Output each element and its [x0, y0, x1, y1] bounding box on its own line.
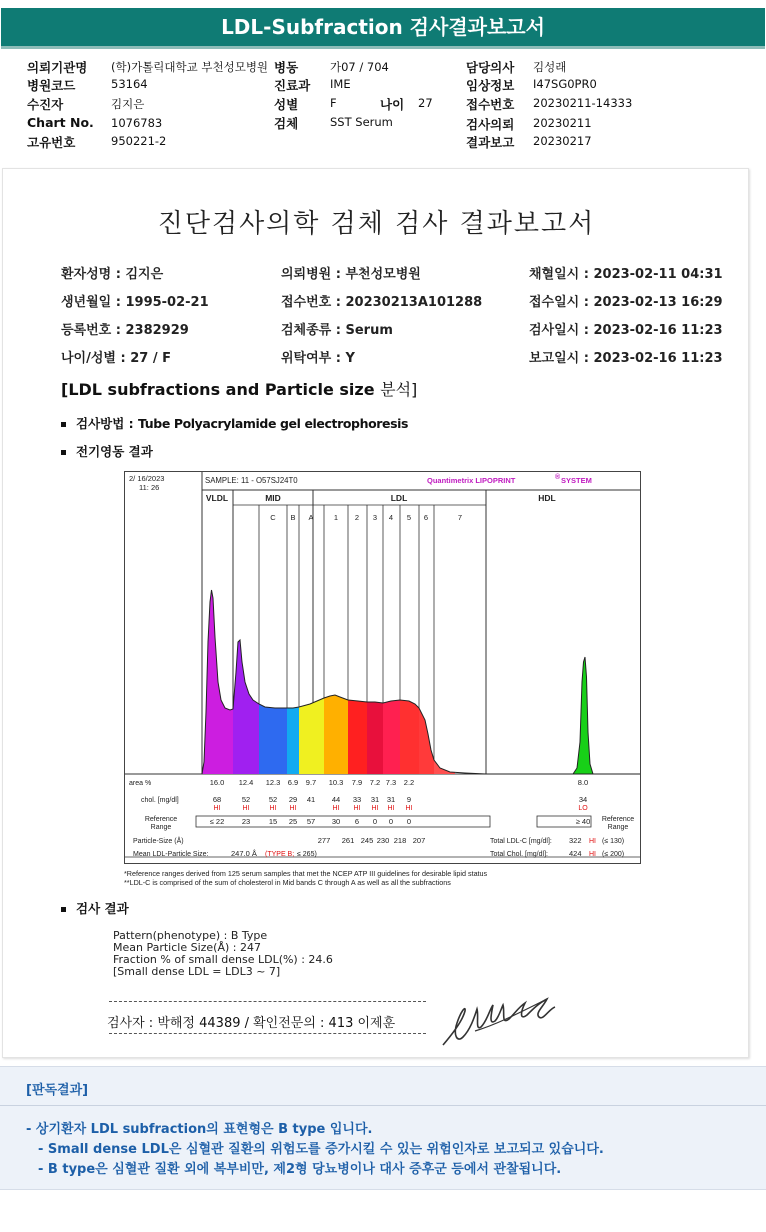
flag-value-3: HI	[289, 805, 297, 812]
mean-type-range: ≤ 265)	[297, 851, 317, 858]
group-label-mid: MID	[265, 493, 281, 503]
ward-value: 가07 / 704	[330, 60, 389, 74]
band-label-3: 3	[372, 513, 378, 522]
request-info	[0, 56, 766, 152]
chol-value-9: 9	[406, 795, 412, 804]
particle-value-0: 277	[317, 836, 331, 845]
area-row-label: area %	[129, 780, 152, 787]
flag-value-11: LO	[578, 805, 588, 812]
ref-box-left	[196, 816, 490, 827]
fraction-area-1	[299, 698, 324, 774]
conclusion-line-1: - 상기환자 LDL subfraction의 표현형은 B type 입니다.	[26, 1122, 373, 1137]
ref-value-11: ≥ 40	[575, 817, 591, 826]
physician-label: 담당의사	[466, 60, 515, 75]
ward-label: 병동	[274, 60, 299, 75]
lab-report	[2, 168, 749, 1058]
particle-label: Particle-Size (Å)	[133, 838, 184, 845]
ref-value-5: 30	[331, 817, 341, 826]
flag-value-2: HI	[269, 805, 277, 812]
chart-time: 11: 26	[139, 483, 160, 492]
requesting-hospital: 의뢰병원 : 부천성모병원	[281, 267, 421, 282]
total-chol-flag: HI	[589, 851, 596, 858]
method-label: 검사방법 :	[76, 416, 139, 431]
area-value-9: 2.2	[403, 778, 415, 787]
ref-value-2: 15	[268, 817, 278, 826]
total-chol-label: Total Chol. [mg/dl]:	[490, 851, 548, 858]
conclusion-title: [판독결과]	[26, 1083, 89, 1098]
method-value: Tube Polyacrylamide gel electrophoresis	[138, 416, 409, 431]
chol-value-8: 31	[386, 795, 396, 804]
result-heading	[61, 899, 129, 917]
consignment: 위탁여부 : Y	[281, 351, 355, 366]
chol-value-11: 34	[578, 795, 588, 804]
ref-value-3: 25	[288, 817, 298, 826]
chart-no-value: 1076783	[111, 116, 163, 130]
patient-name: 환자성명 : 김지은	[61, 267, 164, 282]
header-underline	[1, 46, 765, 49]
chol-row-label: chol. [mg/dl]	[141, 797, 179, 804]
institution-label: 의뢰기관명	[27, 60, 88, 75]
test-datetime: 검사일시 : 2023-02-16 11:23	[529, 323, 723, 338]
chol-value-7: 31	[370, 795, 380, 804]
area-value-6: 7.9	[351, 778, 363, 787]
fraction-area-7	[419, 708, 434, 774]
total-ldl-label: Total LDL-C [mg/dl]:	[490, 838, 552, 845]
mean-type: (TYPE B;	[265, 851, 295, 858]
chol-value-5: 44	[331, 795, 341, 804]
particle-value-4: 218	[393, 836, 407, 845]
registration-no: 등록번호 : 2382929	[61, 323, 189, 338]
ref-value-9: 0	[406, 817, 412, 826]
band-label-5: 5	[406, 513, 412, 522]
band-label-1: 1	[333, 513, 339, 522]
area-value-5: 10.3	[328, 778, 344, 787]
receipt-datetime: 접수일시 : 2023-02-13 16:29	[529, 295, 723, 310]
signature	[435, 991, 563, 1053]
chart-areas	[202, 590, 640, 774]
unique-no-value: 950221-2	[111, 134, 167, 148]
collection-datetime: 채혈일시 : 2023-02-11 04:31	[529, 267, 723, 282]
group-label-vldl: VLDL	[205, 493, 229, 503]
flag-value-8: HI	[387, 805, 395, 812]
chart-footnote-1: *Reference ranges derived from 125 serum samples that met the NCEP ATP III guidelines for desirable lipid status	[124, 869, 488, 878]
flag-value-1: HI	[242, 805, 250, 812]
ref-value-1: 23	[241, 817, 251, 826]
band-label-7: 7	[457, 513, 463, 522]
conclusion-line-2: - Small dense LDL은 심혈관 질환의 위험도를 증가시킬 수 있는 위험인자로 보고되고 있습니다.	[38, 1142, 604, 1157]
chol-value-3: 29	[288, 795, 298, 804]
band-label-b: B	[290, 513, 296, 522]
ref-value-7: 0	[372, 817, 378, 826]
ref-value-4: 57	[306, 817, 316, 826]
electrophoresis-heading	[61, 442, 153, 460]
ref-row-label-right: Reference	[601, 816, 635, 823]
result-line-3: Fraction % of small dense LDL(%) : 24.6	[113, 953, 333, 966]
chol-value-0: 68	[212, 795, 222, 804]
divider-top	[109, 1001, 426, 1002]
flag-value-9: HI	[405, 805, 413, 812]
institution-value: (학)가톨릭대학교 부천성모병원	[111, 60, 269, 74]
chart-no-label: Chart No.	[27, 115, 94, 130]
band-label-6: 6	[423, 513, 429, 522]
dept-label: 진료과	[274, 78, 311, 93]
divider-bottom	[109, 1033, 426, 1034]
fraction-area-hdl	[573, 657, 593, 774]
chol-value-6: 33	[352, 795, 362, 804]
hospital-code-label: 병원코드	[27, 78, 76, 93]
fraction-area-a	[287, 707, 299, 774]
particle-value-5: 207	[412, 836, 426, 845]
request-date-value: 20230211	[533, 116, 592, 130]
total-chol-ref: (≤ 200)	[602, 851, 625, 858]
report-date-label: 결과보고	[466, 135, 515, 150]
area-value-11: 8.0	[577, 778, 589, 787]
chart-sample-title: SAMPLE: 11 - O57SJ24T0	[205, 476, 298, 485]
result-line-1: Pattern(phenotype) : B Type	[113, 929, 268, 942]
chol-value-2: 52	[268, 795, 278, 804]
total-ldl-flag: HI	[589, 838, 596, 845]
ref-row-label-2: Range	[150, 824, 172, 831]
receipt-no-value: 20230211-14333	[533, 96, 633, 110]
section-title-en: [LDL subfractions and Particle size	[61, 380, 381, 399]
area-value-7: 7.2	[369, 778, 381, 787]
particle-value-1: 261	[341, 836, 355, 845]
age-sex: 나이/성별 : 27 / F	[61, 351, 172, 366]
birth-date: 생년월일 : 1995-02-21	[61, 295, 209, 310]
hospital-code-value: 53164	[111, 77, 148, 91]
fraction-area-b	[259, 704, 287, 774]
flag-value-5: HI	[332, 805, 340, 812]
total-ldl-value: 322	[569, 836, 582, 845]
specimen-type: 검체종류 : Serum	[281, 323, 393, 338]
fraction-area-6	[400, 700, 419, 774]
fraction-area-3	[348, 700, 367, 774]
total-chol-value: 424	[569, 849, 582, 858]
band-label-a: A	[308, 513, 314, 522]
chart-date: 2/ 16/2023	[129, 474, 165, 483]
dept-value: IME	[330, 77, 351, 91]
chart-text	[129, 473, 634, 858]
physician-value: 김성래	[533, 60, 567, 74]
examinee-value: 김지은	[111, 97, 145, 111]
mean-value: 247.0 Å	[231, 849, 257, 858]
examiner-line: 검사자 : 박해정 44389 / 확인전문의 : 413 이제훈	[107, 1016, 396, 1031]
receipt-number: 접수번호 : 20230213A101288	[281, 295, 483, 310]
area-value-0: 16.0	[209, 778, 225, 787]
band-label-4: 4	[388, 513, 394, 522]
fraction-area-5	[383, 700, 400, 774]
group-label-hdl: HDL	[538, 493, 556, 503]
particle-value-3: 230	[376, 836, 390, 845]
conclusion-separator	[0, 1105, 766, 1106]
chart-brand-reg: ®	[555, 474, 561, 481]
conclusion-line-3: - B type은 심혈관 질환 외에 복부비만, 제2형 당뇨병이나 대사 증후군 등에서 관찰됩니다.	[38, 1162, 562, 1177]
area-value-3: 6.9	[287, 778, 299, 787]
band-label-2: 2	[354, 513, 360, 522]
chol-value-1: 52	[241, 795, 251, 804]
examinee-label: 수진자	[27, 97, 64, 112]
chart-brand: Quantimetrix LIPOPRINT	[427, 476, 516, 485]
conclusion-panel	[0, 1066, 766, 1190]
result-line-4: [Small dense LDL = LDL3 ~ 7]	[113, 965, 281, 978]
chart-footnote-2: **LDL-C is comprised of the sum of cholesterol in Mid bands C through A as well as all the subfractions	[124, 878, 451, 887]
particle-value-2: 245	[360, 836, 374, 845]
mean-label: Mean LDL-Particle Size:	[133, 851, 209, 858]
electrophoresis-label: 전기영동 결과	[76, 444, 153, 459]
lipoprint-chart	[124, 471, 641, 864]
group-label-ldl: LDL	[390, 493, 408, 503]
area-value-4: 9.7	[305, 778, 317, 787]
report-datetime: 보고일시 : 2023-02-16 11:23	[529, 351, 723, 366]
chart-brand-system: SYSTEM	[561, 476, 592, 485]
flag-value-6: HI	[353, 805, 361, 812]
sex-value: F	[330, 96, 337, 110]
fraction-area-2	[324, 695, 348, 774]
section-title	[61, 377, 417, 400]
area-value-2: 12.3	[265, 778, 281, 787]
area-value-8: 7.3	[385, 778, 397, 787]
report-date-value: 20230217	[533, 134, 592, 148]
age-value: 27	[418, 96, 433, 110]
chol-value-4: 41	[306, 795, 316, 804]
ref-row-label-right-2: Range	[607, 824, 629, 831]
lipoprint-svg	[125, 472, 640, 863]
ref-value-0: ≤ 22	[209, 817, 225, 826]
request-date-label: 검사의뢰	[466, 117, 515, 132]
result-label: 검사 결과	[76, 901, 129, 916]
clinical-label: 임상정보	[466, 78, 515, 93]
section-title-ko: 분석]	[380, 380, 418, 399]
sex-label: 성별	[274, 97, 299, 112]
area-value-1: 12.4	[238, 778, 254, 787]
clinical-value: I47SG0PR0	[533, 77, 597, 91]
receipt-no-label: 접수번호	[466, 97, 515, 112]
specimen-label: 검체	[274, 116, 299, 131]
fraction-area-4	[367, 702, 383, 774]
ref-value-8: 0	[388, 817, 394, 826]
result-line-2: Mean Particle Size(Å) : 247	[113, 941, 261, 954]
ref-row-label: Reference	[144, 816, 178, 823]
report-title: 진단검사의학 검체 검사 결과보고서	[157, 209, 596, 239]
chart-grid	[125, 472, 640, 857]
method-line	[61, 414, 408, 432]
total-ldl-ref: (≤ 130)	[602, 838, 625, 845]
band-label-c: C	[270, 513, 276, 522]
unique-no-label: 고유번호	[27, 135, 76, 150]
report-header: LDL-Subfraction 검사결과보고서	[1, 8, 765, 46]
specimen-value: SST Serum	[330, 115, 393, 129]
flag-value-7: HI	[371, 805, 379, 812]
ref-value-6: 6	[354, 817, 360, 826]
flag-value-0: HI	[213, 805, 221, 812]
age-label: 나이	[380, 97, 405, 112]
